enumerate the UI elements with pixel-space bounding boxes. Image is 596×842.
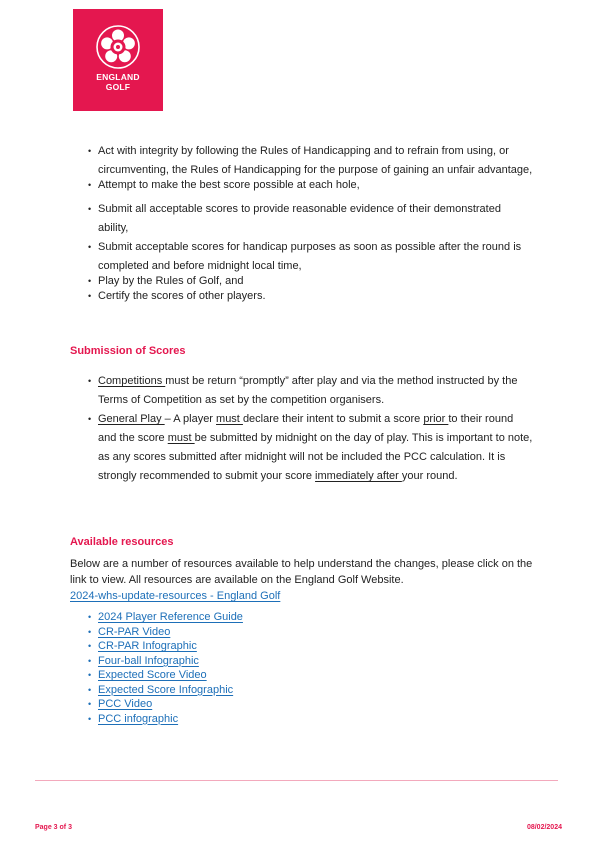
list-item xyxy=(88,683,388,698)
document-date: 08/02/2024 xyxy=(526,824,562,831)
rose-emblem-icon xyxy=(95,24,141,70)
list-item: • Act with integrity by following the Rules of Handicapping and to refrain from using, or circumventing, the Rules of Handicapping for the purpose of gaining an unfair advantage, xyxy=(88,142,534,180)
list-item: • Certify the scores of other players. xyxy=(88,287,534,306)
competitions-term: Competitions xyxy=(98,375,166,387)
list-item xyxy=(88,712,388,727)
footer-divider xyxy=(35,780,558,781)
cr-par-video-link[interactable]: CR-PAR Video xyxy=(98,625,171,638)
list-item-general-play: • General Play – A player must declare their intent to submit a score prior to their round and the score must be submitted by midnight on the day of play. This is important to note, as any scores submitted after midnight will not be included the PCC calculation. It is strongly recommended to submit your score immediately after your round. xyxy=(88,410,534,486)
list-item xyxy=(88,639,388,654)
general-play-term: General Play xyxy=(98,413,165,425)
list-item xyxy=(88,610,388,625)
submission-list xyxy=(88,372,534,486)
list-item xyxy=(88,668,388,683)
list-item xyxy=(88,654,388,669)
expected-score-infographic-link[interactable]: Expected Score Infographic xyxy=(98,683,234,696)
list-item: • Submit all acceptable scores to provide reasonable evidence of their demonstrated ability, xyxy=(88,200,534,238)
player-reference-guide-link[interactable]: 2024 Player Reference Guide xyxy=(98,611,243,623)
logo-wordmark: ENGLAND GOLF xyxy=(96,72,140,92)
page-number: Page 3 of 3 xyxy=(35,824,72,831)
list-item: • Attempt to make the best score possible at each hole, xyxy=(88,176,534,195)
list-item: • Play by the Rules of Golf, and xyxy=(88,272,534,291)
expected-score-video-link[interactable]: Expected Score Video xyxy=(98,669,207,681)
resources-page-link[interactable]: 2024-whs-update-resources - England Golf xyxy=(70,590,281,602)
submission-heading: Submission of Scores xyxy=(70,345,186,357)
four-ball-infographic-link[interactable]: Four-ball Infographic xyxy=(98,654,199,667)
responsibilities-list xyxy=(88,142,534,306)
england-golf-logo xyxy=(73,9,163,111)
resources-list xyxy=(88,610,388,726)
list-item-competitions: • Competitions must be return “promptly” after play and via the method instructed by the Terms of Competition as set by the competition organisers. xyxy=(88,372,534,410)
resources-heading: Available resources xyxy=(70,536,174,548)
list-item xyxy=(88,697,388,712)
list-item: • Submit acceptable scores for handicap purposes as soon as possible after the round is completed and before midnight local time, xyxy=(88,238,534,276)
resources-intro: Below are a number of resources available to help understand the changes, please click on the link to view. All resources are available on the England Golf Website. 2024-whs-update-resources - England Golf xyxy=(70,558,533,602)
list-item xyxy=(88,625,388,640)
pcc-video-link[interactable]: PCC Video xyxy=(98,698,153,710)
cr-par-infographic-link[interactable]: CR-PAR Infographic xyxy=(98,640,197,652)
pcc-infographic-link[interactable]: PCC infographic xyxy=(98,712,179,725)
